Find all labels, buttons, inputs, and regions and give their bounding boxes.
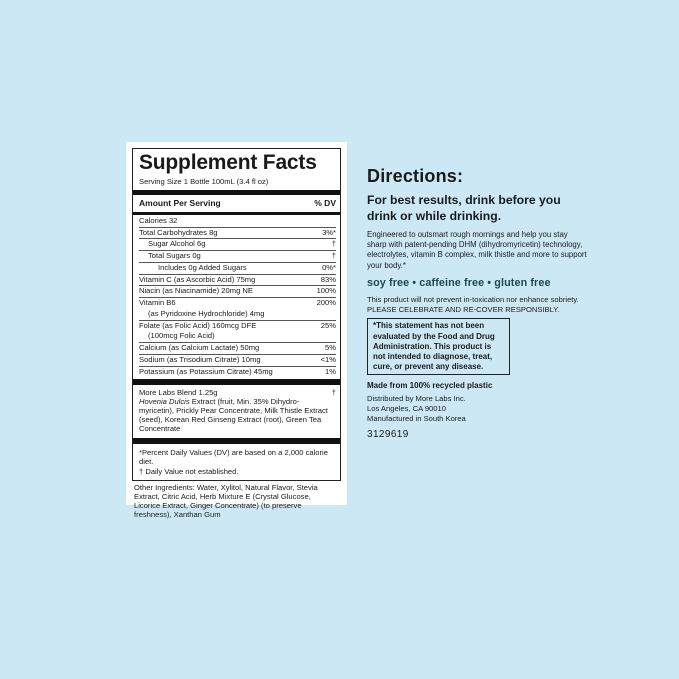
- nutrient-name: Calcium (as Calcium Lactate) 50mg: [139, 343, 260, 353]
- footnote-dv: *Percent Daily Values (DV) are based on a 2,000 calorie diet.: [139, 448, 328, 467]
- nutrient-row: [139, 355, 336, 367]
- nutrient-row: [139, 263, 336, 275]
- proprietary-blend: [139, 387, 336, 436]
- nutrient-row: [139, 216, 336, 228]
- divider-thick: [133, 438, 340, 444]
- nutrient-row: [139, 286, 336, 298]
- directions-title: Directions:: [367, 166, 464, 186]
- directions-lead: For best results, drink before you drink or while drinking.: [367, 193, 561, 223]
- nutrient-dv: 0%*: [322, 262, 336, 272]
- distributor-line-1: Distributed by More Labs Inc.: [367, 394, 466, 404]
- nutrient-dv: <1%: [320, 354, 336, 364]
- nutrient-name: Includes 0g Added Sugars: [158, 262, 247, 272]
- divider-thick: [133, 379, 340, 385]
- nutrient-name: Folate (as Folic Acid) 160mcg DFE: [139, 320, 257, 330]
- blend-dv: †: [331, 388, 336, 398]
- nutrient-row: [139, 275, 336, 287]
- other-ingredients: Other Ingredients: Water, Xylitol, Natural Flavor, Stevia Extract, Citric Acid, Herb Mixture E (Crystal Glucose, Licorice Extract, Ginger Concentrate) (to preserve freshness), Xanthan Gum: [134, 483, 318, 519]
- fda-disclaimer-box: *This statement has not been evaluated by the Food and Drug Administration. This product is not intended to diagnose, treat, cure, or prevent any disease.: [367, 318, 510, 375]
- blend-ingredients: [139, 398, 336, 434]
- serving-size: Serving Size 1 Bottle 100mL (3.4 fl oz): [139, 177, 269, 186]
- nutrient-row: [139, 343, 336, 355]
- distributor-line-2: Los Angeles, CA 90010: [367, 404, 446, 414]
- nutrient-dv: 83%: [320, 274, 336, 284]
- directions-body: Engineered to outsmart rough mornings and help you stay sharp with patent-pending DHM (dihydromyricetin) technology, electrolytes, vitamin B complex, milk thistle and more to support your body.*: [367, 230, 587, 270]
- footnote-dagger: † Daily Value not established.: [139, 467, 239, 477]
- nutrient-row: [139, 309, 336, 321]
- nutrient-row: [139, 228, 336, 240]
- nutrient-name: Total Sugars 0g: [148, 251, 201, 261]
- nutrient-dv: 3%*: [322, 227, 336, 237]
- facts-header-row: [139, 197, 336, 210]
- nutrient-row: [139, 367, 336, 378]
- nutrient-row: [139, 321, 336, 332]
- supplement-facts-box: [132, 148, 341, 481]
- blend-description: Extract (fruit, Min. 35% Dihydro-myricetin), Prickly Pear Concentrate, Milk Thistle Extract (seed), Korean Red Ginseng Extract (root), Green Tea Concentrate: [139, 397, 328, 434]
- amount-per-serving-label: Amount Per Serving: [139, 197, 221, 208]
- recycled-note: Made from 100% recycled plastic: [367, 381, 493, 391]
- warning-line-1: This product will not prevent in-toxication nor enhance sobriety.: [367, 294, 579, 304]
- nutrient-dv: 5%: [325, 343, 336, 353]
- blend-name: More Labs Blend 1.25g: [139, 388, 218, 398]
- nutrient-name: Vitamin B6: [139, 298, 176, 308]
- nutrient-row: [139, 331, 336, 343]
- directions-section: [367, 166, 587, 440]
- blend-italic-name: Hovenia Dulcis: [139, 397, 190, 407]
- divider-medium: [133, 212, 340, 215]
- facts-title: Supplement Facts: [139, 151, 317, 174]
- nutrient-row: [139, 298, 336, 309]
- allergen-free-line: soy free • caffeine free • gluten free: [367, 276, 551, 289]
- nutrient-dv: †: [331, 239, 336, 249]
- nutrient-name: Calories 32: [139, 215, 178, 225]
- nutrient-name: Vitamin C (as Ascorbic Acid) 75mg: [139, 274, 256, 284]
- nutrient-dv: †: [331, 251, 336, 261]
- dv-header-label: % DV: [314, 197, 336, 208]
- nutrient-name: Potassium (as Potassium Citrate) 45mg: [139, 366, 273, 376]
- nutrient-dv: 200%: [316, 298, 336, 308]
- nutrient-name: Sodium (as Trisodium Citrate) 10mg: [139, 354, 261, 364]
- supplement-facts-panel: [126, 142, 347, 519]
- nutrient-dv: 1%: [325, 366, 336, 376]
- nutrient-name: (100mcg Folic Acid): [148, 331, 215, 341]
- nutrient-name: Niacin (as Niacinamide) 20mg NE: [139, 286, 253, 296]
- nutrient-row: [139, 251, 336, 263]
- divider-thick: [133, 190, 340, 195]
- distributor-info: [367, 394, 587, 424]
- nutrient-dv: 25%: [320, 320, 336, 330]
- nutrient-name: (as Pyridoxine Hydrochloride) 4mg: [148, 308, 265, 318]
- warning-line-2: PLEASE CELEBRATE AND RE-COVER RESPONSIBLY.: [367, 304, 560, 314]
- nutrient-dv: 100%: [316, 286, 336, 296]
- nutrient-row: [139, 239, 336, 251]
- nutrient-name: Sugar Alcohol 6g: [148, 239, 206, 249]
- product-code: 3129619: [367, 428, 409, 440]
- nutrient-name: Total Carbohydrates 8g: [139, 227, 218, 237]
- distributor-line-3: Manufactured in South Korea: [367, 413, 466, 423]
- warning-text: [367, 295, 587, 315]
